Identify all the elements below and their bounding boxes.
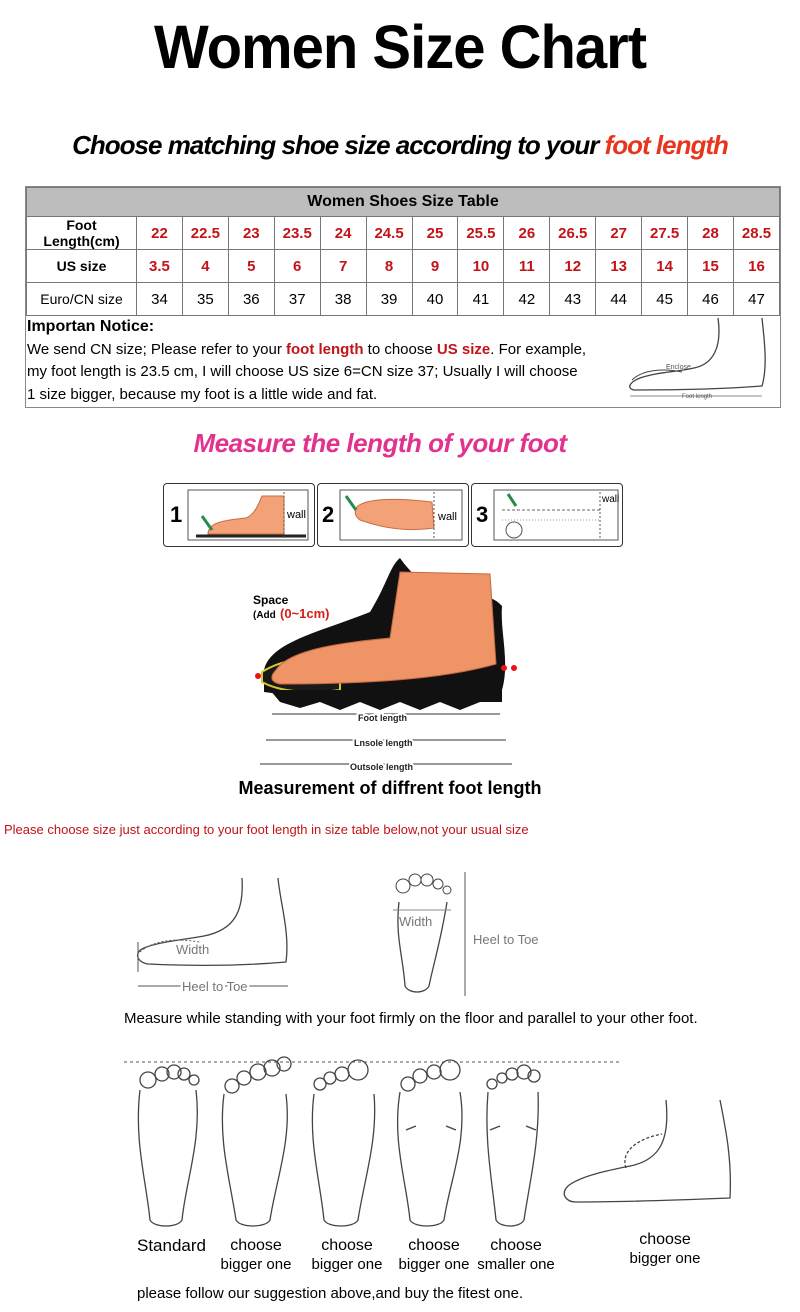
foot-length-label: Foot length <box>682 394 713 400</box>
subtitle-highlight: foot length <box>604 130 728 160</box>
choose-text: choose <box>639 1231 691 1248</box>
table-cell: 7 <box>320 250 366 283</box>
table-row <box>27 250 780 283</box>
size-table-caption: Women Shoes Size Table <box>27 188 780 217</box>
table-cell: 24 <box>320 217 366 250</box>
table-cell: 15 <box>688 250 734 283</box>
table-cell: 35 <box>182 283 228 316</box>
table-cell: 46 <box>688 283 734 316</box>
table-cell: 26.5 <box>550 217 596 250</box>
notice-line: 1 size bigger, because my foot is a little wide and fat. <box>27 385 378 403</box>
foot-top-diagram <box>385 866 555 998</box>
notice-heading: Importan Notice: <box>27 318 155 335</box>
row-label: Foot Length(cm) <box>27 217 137 250</box>
table-row <box>27 283 780 316</box>
table-cell: 36 <box>228 283 274 316</box>
row-label: US size <box>27 250 137 283</box>
table-cell: 28.5 <box>733 217 779 250</box>
step-3 <box>471 483 623 547</box>
table-cell: 10 <box>458 250 504 283</box>
table-cell: 25 <box>412 217 458 250</box>
table-cell: 39 <box>366 283 412 316</box>
table-row <box>27 217 780 250</box>
foot-type-2-label <box>216 1236 296 1274</box>
notice-text: We send CN size; Please refer to your <box>27 340 286 358</box>
choose-text: choose <box>230 1237 282 1254</box>
heel-to-toe-label: Heel to Toe <box>182 979 248 994</box>
notice <box>27 316 627 406</box>
wall-label: wall <box>438 511 457 523</box>
step-number: 2 <box>322 502 335 527</box>
space-label: Space <box>253 593 289 607</box>
size-table <box>26 187 780 316</box>
table-cell: 9 <box>412 250 458 283</box>
standard-label: Standard <box>137 1236 206 1255</box>
table-cell: 38 <box>320 283 366 316</box>
foot-side-diagram <box>622 316 778 406</box>
choose-text: choose <box>490 1237 542 1254</box>
table-cell: 45 <box>642 283 688 316</box>
notice-text: . For example, <box>490 340 587 358</box>
bigger-one-text: bigger one <box>311 1256 383 1273</box>
table-cell: 47 <box>733 283 779 316</box>
table-cell: 12 <box>550 250 596 283</box>
notice-highlight: foot length <box>286 340 364 358</box>
step-2 <box>317 483 469 547</box>
step-1 <box>163 483 315 547</box>
bigger-one-text: bigger one <box>220 1256 292 1273</box>
enclose-label: Enclose <box>666 364 691 371</box>
table-cell: 16 <box>733 250 779 283</box>
table-cell: 25.5 <box>458 217 504 250</box>
step-number: 3 <box>476 502 489 527</box>
step-number: 1 <box>170 502 183 527</box>
wall-label: wall <box>287 509 306 521</box>
subtitle <box>0 130 800 161</box>
notice-line: my foot length is 23.5 cm, I will choose US size 6=CN size 37; Usually I will choose <box>27 363 578 380</box>
outsole-length-label: Outsole length <box>350 762 413 772</box>
foot-type-3-label <box>307 1236 387 1274</box>
table-cell: 34 <box>137 283 183 316</box>
choose-text: choose <box>408 1237 460 1254</box>
foot-types-illustration <box>120 1050 740 1230</box>
measure-title: Measure the length of your foot <box>193 428 567 458</box>
step-2-illustration <box>338 488 464 542</box>
table-cell: 23 <box>228 217 274 250</box>
row-label: Euro/CN size <box>27 283 137 316</box>
bigger-one-text: bigger one <box>398 1256 470 1273</box>
size-advice-note: Please choose size just according to your foot length in size table below,not your usual size <box>4 822 529 837</box>
foot-side-width-diagram <box>130 872 300 1000</box>
table-cell: 13 <box>596 250 642 283</box>
table-cell: 42 <box>504 283 550 316</box>
foot-length-label: Foot length <box>358 713 407 723</box>
table-cell: 37 <box>274 283 320 316</box>
table-cell: 23.5 <box>274 217 320 250</box>
table-cell: 22.5 <box>182 217 228 250</box>
table-cell: 27 <box>596 217 642 250</box>
step-3-illustration <box>492 488 620 542</box>
choose-text: choose <box>321 1237 373 1254</box>
table-cell: 4 <box>182 250 228 283</box>
notice-text: to choose <box>363 340 437 358</box>
notice-line <box>27 339 627 362</box>
wall-label: wall <box>602 494 620 505</box>
table-cell: 3.5 <box>137 250 183 283</box>
page-title: Women Size Chart <box>153 13 647 82</box>
table-cell: 26 <box>504 217 550 250</box>
heel-to-toe-label: Heel to Toe <box>473 932 539 947</box>
table-cell: 11 <box>504 250 550 283</box>
space-range-label: (0~1cm) <box>280 606 330 621</box>
table-cell: 44 <box>596 283 642 316</box>
table-cell: 28 <box>688 217 734 250</box>
bigger-one-text: bigger one <box>629 1250 701 1267</box>
table-cell: 5 <box>228 250 274 283</box>
table-cell: 6 <box>274 250 320 283</box>
width-label: Width <box>176 942 210 957</box>
follow-suggestion: please follow our suggestion above,and buy the fitest one. <box>137 1285 524 1302</box>
table-cell: 22 <box>137 217 183 250</box>
foot-type-4-label <box>394 1236 474 1274</box>
side-foot-label <box>625 1230 705 1268</box>
table-cell: 40 <box>412 283 458 316</box>
table-cell: 41 <box>458 283 504 316</box>
step-1-illustration <box>186 488 310 542</box>
width-label: Width <box>399 914 433 929</box>
insole-length-label: Lnsole length <box>354 738 413 748</box>
foot-type-5-label <box>476 1236 556 1274</box>
table-cell: 8 <box>366 250 412 283</box>
notice-highlight: US size <box>436 340 491 358</box>
subtitle-text: Choose matching shoe size according to your <box>72 130 599 160</box>
space-add-label: (Add <box>253 610 276 621</box>
table-cell: 27.5 <box>642 217 688 250</box>
table-cell: 43 <box>550 283 596 316</box>
shoe-caption: Measurement of diffrent foot length <box>238 778 542 798</box>
table-cell: 24.5 <box>366 217 412 250</box>
smaller-one-text: smaller one <box>477 1256 555 1273</box>
table-cell: 14 <box>642 250 688 283</box>
shoe-measurement-illustration <box>240 552 530 777</box>
measure-instruction: Measure while standing with your foot firmly on the floor and parallel to your other foot. <box>124 1010 698 1027</box>
